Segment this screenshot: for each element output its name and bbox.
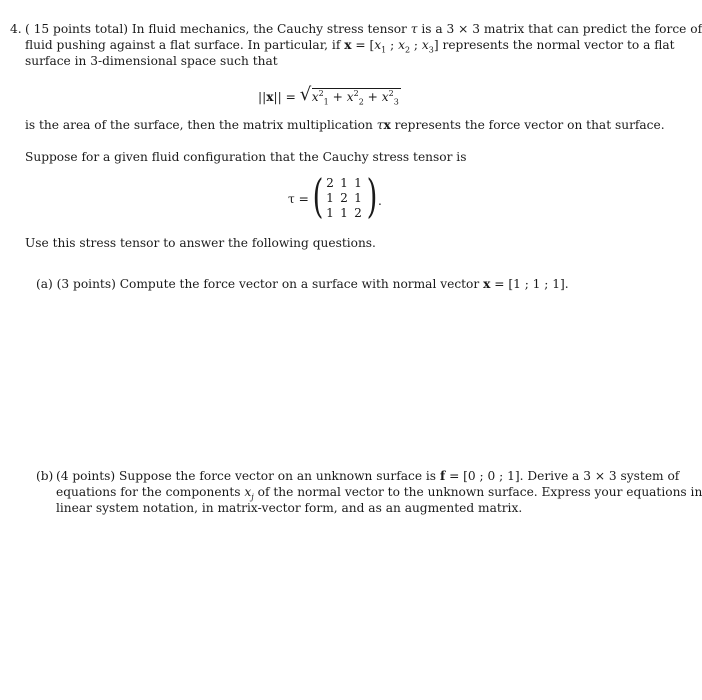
part-a-text: (3 points) Compute the force vector on a surface with normal vector bbox=[56, 277, 480, 291]
matrix-cell: 2 bbox=[340, 191, 348, 205]
var-xj: x bbox=[244, 485, 252, 499]
part-b-text-2b: of the normal vector to the unknown surface. Express your equations in bbox=[257, 485, 702, 499]
intro-text-1: ( 15 points total) In fluid mechanics, the Cauchy stress tensor bbox=[25, 22, 407, 36]
matrix-cell: 2 bbox=[326, 176, 334, 190]
sqrt-expression bbox=[299, 84, 401, 107]
matrix-cell: 1 bbox=[326, 191, 334, 205]
norm-equation bbox=[258, 84, 401, 107]
bold-x-3: x bbox=[483, 277, 491, 291]
sub-2: 2 bbox=[404, 45, 411, 55]
part-a-value: = [1 ; 1 ; 1]. bbox=[494, 277, 569, 291]
matrix-cell: 1 bbox=[340, 206, 348, 220]
tensor-label: τ = bbox=[288, 192, 309, 206]
intro-text-1b: is a 3 × 3 matrix that can predict the force of bbox=[421, 22, 702, 36]
left-paren-icon: ( bbox=[312, 169, 324, 223]
part-b-line-2 bbox=[56, 484, 702, 500]
bold-x-2: x bbox=[383, 118, 391, 132]
tau-symbol-2: τ bbox=[376, 118, 384, 132]
sub-t1: 1 bbox=[323, 97, 329, 107]
problem-intro-line-2 bbox=[25, 37, 675, 53]
tensor-period: . bbox=[378, 194, 382, 208]
sub-j: j bbox=[251, 492, 254, 502]
plus-1: + bbox=[328, 90, 347, 104]
intro-text-2c: ] represents the normal vector to a flat bbox=[433, 38, 675, 52]
norm-open: || bbox=[258, 90, 267, 104]
matrix-cell: 2 bbox=[354, 206, 362, 220]
sup-2: 2 bbox=[353, 88, 359, 98]
part-b-label: (b) bbox=[36, 469, 54, 483]
sub-t3: 3 bbox=[393, 97, 399, 107]
part-b-text-1b: = [0 ; 0 ; 1]. Derive a 3 × 3 system of bbox=[449, 469, 680, 483]
matrix-cell: 1 bbox=[354, 191, 362, 205]
var-x2: x bbox=[398, 38, 405, 52]
problem-number: 4. bbox=[10, 22, 22, 36]
plus-2: + bbox=[363, 90, 382, 104]
right-paren-icon: ) bbox=[366, 169, 378, 223]
sup-1: 2 bbox=[318, 88, 324, 98]
sub-1: 1 bbox=[381, 45, 387, 55]
part-b-text-2a: equations for the components bbox=[56, 485, 241, 499]
term-x3: x bbox=[381, 90, 389, 104]
var-x1: x bbox=[374, 38, 382, 52]
radical-icon: √ bbox=[299, 84, 312, 105]
after-norm-line bbox=[25, 117, 665, 133]
matrix-grid bbox=[323, 176, 365, 221]
use-tensor-line: Use this stress tensor to answer the following questions. bbox=[25, 236, 376, 250]
term-x1: x bbox=[311, 90, 319, 104]
after-norm-text-a: is the area of the surface, then the matrix multiplication bbox=[25, 118, 373, 132]
norm-close: || = bbox=[273, 90, 296, 104]
intro-text-2a: fluid pushing against a flat surface. In particular, if bbox=[25, 38, 341, 52]
part-b-line-3: linear system notation, in matrix-vector form, and as an augmented matrix. bbox=[56, 501, 523, 515]
matrix-cell: 1 bbox=[354, 176, 362, 190]
part-a-label: (a) bbox=[36, 277, 53, 291]
bold-x: x bbox=[344, 38, 352, 52]
part-a bbox=[36, 276, 569, 292]
after-norm-text-b: represents the force vector on that surface. bbox=[394, 118, 665, 132]
intro-text-2b: = [ bbox=[355, 38, 375, 52]
part-b-line-1 bbox=[56, 468, 679, 484]
var-x3: x bbox=[421, 38, 429, 52]
suppose-line: Suppose for a given fluid configuration that the Cauchy stress tensor is bbox=[25, 150, 467, 164]
norm-x: x bbox=[266, 90, 274, 104]
tau-symbol: τ bbox=[410, 22, 418, 36]
sub-3: 3 bbox=[428, 45, 434, 55]
matrix-cell: 1 bbox=[340, 176, 348, 190]
problem-intro-line-3: surface in 3-dimensional space such that bbox=[25, 54, 278, 68]
problem-intro-line-1 bbox=[25, 21, 702, 37]
sup-3: 2 bbox=[388, 88, 394, 98]
sep-1: ; bbox=[386, 38, 399, 52]
bold-f: f bbox=[439, 469, 446, 483]
sub-t2: 2 bbox=[358, 97, 364, 107]
sep-2: ; bbox=[410, 38, 422, 52]
tensor-matrix bbox=[312, 169, 378, 223]
part-b-text-1a: (4 points) Suppose the force vector on an unknown surface is bbox=[56, 469, 437, 483]
term-x2: x bbox=[346, 90, 354, 104]
matrix-cell: 1 bbox=[326, 206, 334, 220]
